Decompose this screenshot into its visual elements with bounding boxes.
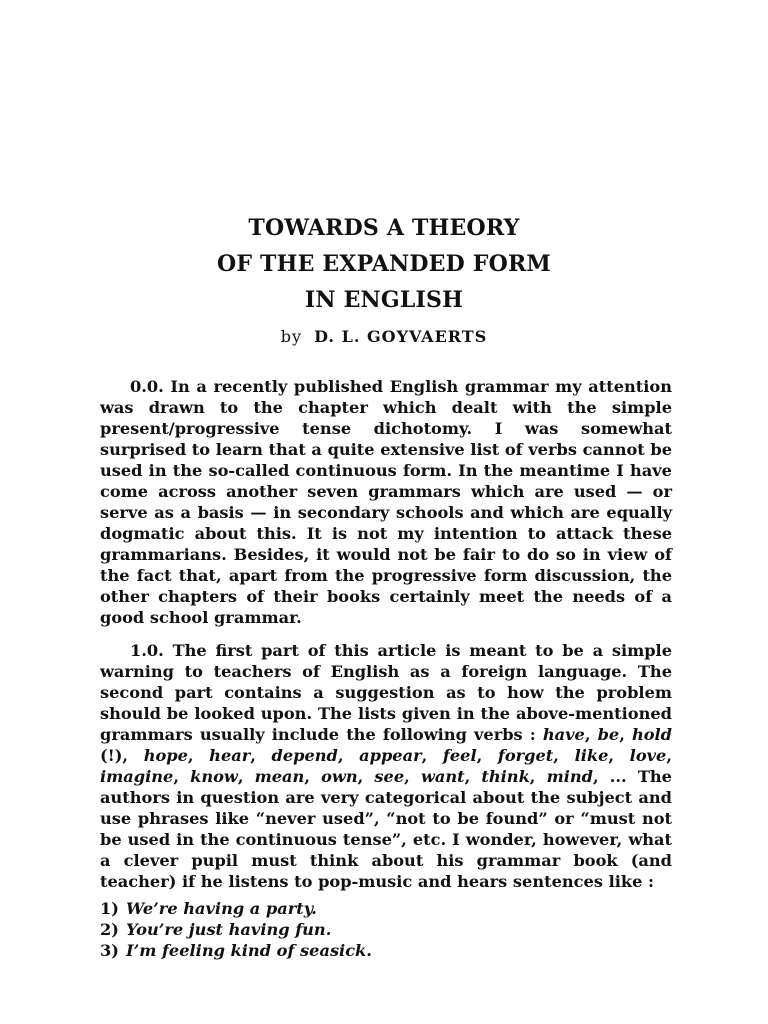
example-item	[100, 898, 672, 919]
cited-verb: be	[597, 725, 620, 744]
text-run: (!),	[100, 746, 144, 765]
cited-verb: own	[321, 767, 358, 786]
cited-verb: mind	[546, 767, 593, 786]
text-run: ,	[421, 746, 443, 765]
text-run: , ... The authors in question are very categorical about the subject and use phrases like “never used”, “not to be found” or “must not be used in the continuous tense”, etc. I wonder, however, what a clever pupil must think about his grammar book (and teacher) if he listens to pop-music and hears sentences like :	[100, 767, 672, 891]
text-run: ,	[173, 767, 191, 786]
cited-verb: know	[190, 767, 238, 786]
text-run: ,	[529, 767, 547, 786]
text-run: ,	[357, 767, 375, 786]
cited-verb: feel	[442, 746, 477, 765]
cited-verb: depend	[271, 746, 338, 765]
paragraph-text	[100, 377, 672, 627]
cited-verb: want	[420, 767, 465, 786]
cited-verb: appear	[359, 746, 422, 765]
example-item	[100, 940, 672, 961]
text-run: ,	[464, 767, 482, 786]
article-title-line-2: OF THE EXPANDED FORM	[217, 251, 551, 277]
paragraph-1-0	[100, 640, 672, 892]
paragraph-text	[100, 641, 672, 891]
section-number: 1.0.	[130, 641, 164, 660]
article-body	[100, 376, 672, 961]
text-run: ,	[476, 746, 498, 765]
text-run: ,	[237, 767, 255, 786]
text-run: ,	[250, 746, 272, 765]
section-number: 0.0.	[130, 377, 164, 396]
text-run: ,	[608, 746, 630, 765]
text-run: ,	[553, 746, 575, 765]
text-run: ,	[619, 725, 632, 744]
example-item	[100, 919, 672, 940]
text-run: The first part of this article is meant to be a simple warning to teachers of English as a foreign language. The second part contains a suggestion as to how the problem should be looked upon. The lists given in the above-mentioned grammars usually include the following verbs :	[100, 641, 672, 744]
cited-verb: hear	[209, 746, 251, 765]
text-run: ,	[187, 746, 210, 765]
cited-verb: think	[481, 767, 530, 786]
example-text: We’re having a party.	[126, 899, 317, 918]
cited-verb: like	[574, 746, 609, 765]
article-title-line-3: IN ENGLISH	[304, 287, 464, 313]
example-number: 2)	[100, 920, 119, 939]
text-run: ,	[666, 746, 672, 765]
cited-verb: imagine	[100, 767, 174, 786]
example-number: 3)	[100, 941, 119, 960]
text-run: ,	[584, 725, 598, 744]
text-run: ,	[337, 746, 360, 765]
cited-verb: love	[629, 746, 667, 765]
example-number: 1)	[100, 899, 119, 918]
example-text: I’m feeling kind of seasick.	[126, 941, 372, 960]
article-title-line-1: TOWARDS A THEORY	[248, 215, 520, 241]
cited-verb: hope	[143, 746, 188, 765]
paragraph-0-0	[100, 376, 672, 628]
example-sentences	[100, 898, 672, 961]
text-run: ,	[404, 767, 421, 786]
text-run: ,	[304, 767, 322, 786]
article-author	[0, 326, 768, 348]
example-text: You’re just having fun.	[126, 920, 332, 939]
cited-verb: mean	[254, 767, 305, 786]
article-header	[0, 210, 768, 348]
text-run: In a recently published English grammar my attention was drawn to the chapter which dealt with the simple present/progressive tense dichotomy. I was somewhat surprised to learn that a quite extensive list of verbs cannot be used in the so-called continuous form. In the meantime I have come across another seven grammars which are used — or serve as a basis — in secondary schools and which are equally dogmatic about this. It is not my intention to attack these grammarians. Besides, it would not be fair to do so in view of the fact that, apart from the progressive form discussion, the other chapters of their books certainly meet the needs of a good school grammar.	[100, 377, 672, 627]
cited-verb: forget	[497, 746, 554, 765]
cited-verb: hold	[631, 725, 672, 744]
author-name: D. L. GOYVAERTS	[314, 327, 488, 346]
author-prefix: by	[280, 327, 303, 346]
cited-verb: see	[374, 767, 405, 786]
cited-verb: have	[542, 725, 585, 744]
